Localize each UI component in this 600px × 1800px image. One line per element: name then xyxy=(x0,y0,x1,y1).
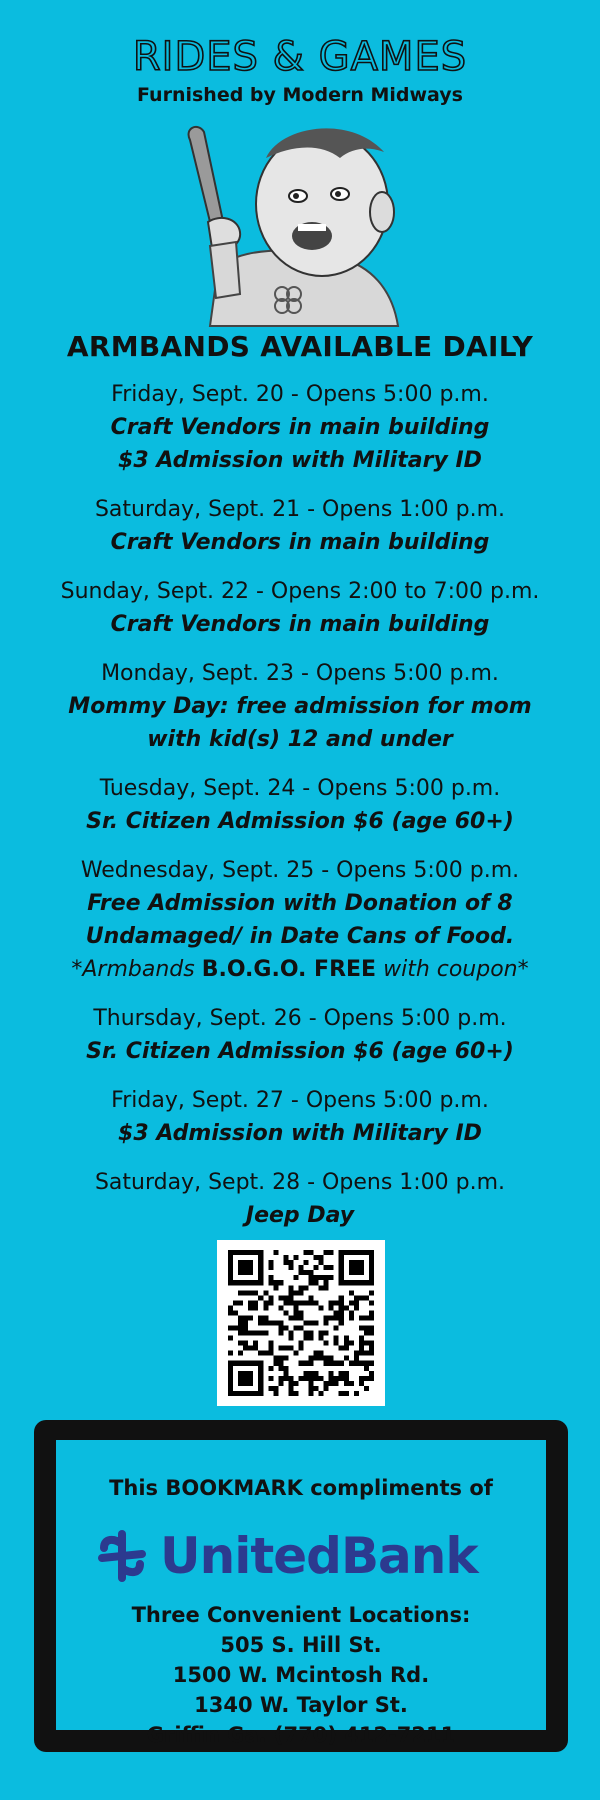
schedule-entry xyxy=(0,1002,600,1068)
coupon-suffix: with coupon* xyxy=(376,957,529,982)
sponsor-compliments: This BOOKMARK compliments of xyxy=(109,1476,493,1500)
schedule-entry xyxy=(0,1084,600,1150)
sponsor-panel xyxy=(56,1440,546,1747)
schedule-note: $3 Admission with Military ID xyxy=(118,1121,482,1146)
schedule-entry xyxy=(0,772,600,838)
schedule-day: Thursday, Sept. 26 - Opens 5:00 p.m. xyxy=(93,1006,507,1031)
bank-name: UnitedBank xyxy=(160,1527,478,1585)
schedule-note: Craft Vendors in main building xyxy=(110,415,490,440)
schedule-note: with kid(s) 12 and under xyxy=(147,727,453,752)
united-bank-logo-icon xyxy=(94,1528,150,1584)
schedule-entry xyxy=(0,378,600,477)
schedule-note: Free Admission with Donation of 8 xyxy=(87,891,513,916)
boy-with-corndog-illustration xyxy=(180,118,420,328)
schedule-note: Craft Vendors in main building xyxy=(110,612,490,637)
sponsor-locations xyxy=(56,1600,546,1750)
page-title: RIDES & GAMES xyxy=(132,34,468,80)
armbands-heading: ARMBANDS AVAILABLE DAILY xyxy=(66,330,534,363)
schedule-day: Friday, Sept. 27 - Opens 5:00 p.m. xyxy=(111,1088,489,1113)
schedule-entry xyxy=(0,493,600,559)
schedule-entry xyxy=(0,854,600,986)
locations-heading: Three Convenient Locations: xyxy=(131,1603,471,1627)
schedule-note: Mommy Day: free admission for mom xyxy=(68,694,532,719)
united-bank-logo xyxy=(94,1526,514,1586)
schedule-note: Undamaged/ in Date Cans of Food. xyxy=(85,924,515,949)
schedule-note: Craft Vendors in main building xyxy=(110,530,490,555)
coupon-note xyxy=(0,953,600,986)
schedule-day: Saturday, Sept. 28 - Opens 1:00 p.m. xyxy=(94,1170,506,1195)
schedule-day: Friday, Sept. 20 - Opens 5:00 p.m. xyxy=(111,382,489,407)
schedule-note: Jeep Day xyxy=(245,1203,355,1228)
schedule-day: Wednesday, Sept. 25 - Opens 5:00 p.m. xyxy=(80,858,520,883)
schedule-note: $3 Admission with Military ID xyxy=(118,448,482,473)
event-schedule xyxy=(0,378,600,1248)
schedule-note: Sr. Citizen Admission $6 (age 60+) xyxy=(86,809,514,834)
schedule-day: Monday, Sept. 23 - Opens 5:00 p.m. xyxy=(101,661,499,686)
qr-code-icon[interactable] xyxy=(217,1240,385,1406)
schedule-day: Saturday, Sept. 21 - Opens 1:00 p.m. xyxy=(94,497,506,522)
sponsor-frame xyxy=(34,1420,568,1752)
page-subtitle: Furnished by Modern Midways xyxy=(137,84,463,106)
coupon-bold: B.O.G.O. FREE xyxy=(201,957,377,982)
location-line: 505 S. Hill St. xyxy=(220,1633,382,1657)
schedule-entry xyxy=(0,575,600,641)
schedule-day: Sunday, Sept. 22 - Opens 2:00 to 7:00 p.m. xyxy=(60,579,540,604)
location-line: Griffin Ga. (770) 412-7211 xyxy=(146,1723,456,1747)
schedule-entry xyxy=(0,657,600,756)
schedule-note: Sr. Citizen Admission $6 (age 60+) xyxy=(86,1039,514,1064)
coupon-prefix: *Armbands xyxy=(71,957,202,982)
location-line: 1340 W. Taylor St. xyxy=(194,1693,408,1717)
location-line: 1500 W. Mcintosh Rd. xyxy=(172,1663,430,1687)
schedule-entry xyxy=(0,1166,600,1232)
schedule-day: Tuesday, Sept. 24 - Opens 5:00 p.m. xyxy=(99,776,501,801)
